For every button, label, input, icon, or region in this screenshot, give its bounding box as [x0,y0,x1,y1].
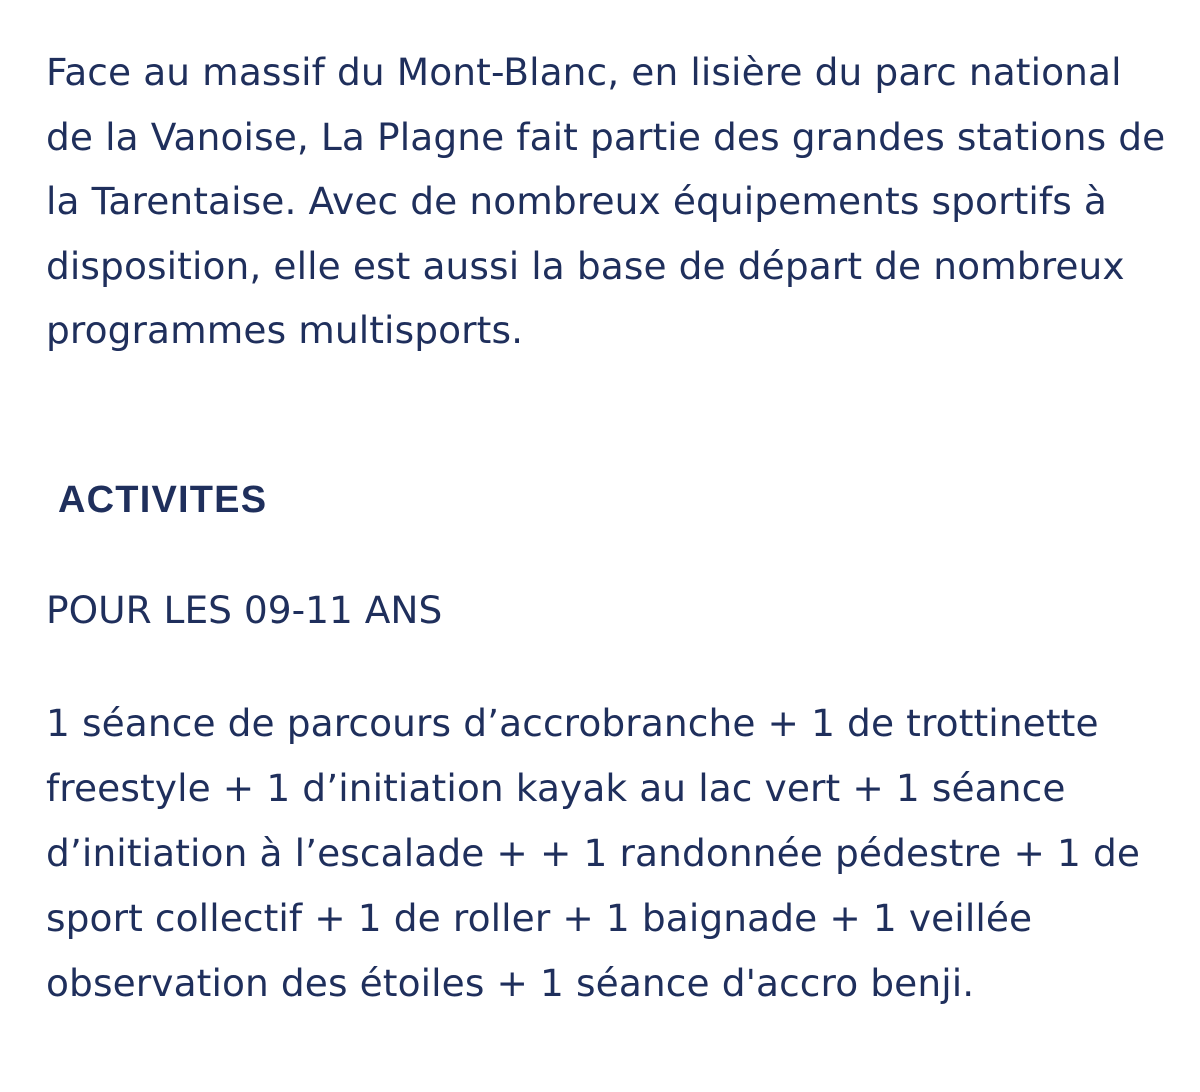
activities-paragraph: 1 séance de parcours d’accrobranche + 1 de trottinette freestyle + 1 d’initiation kayak au lac vert + 1 séance d’initiation à l’escalade + + 1 randonnée pédestre + 1 de sport collectif + 1 de roller + 1 baignade + 1 veillée observation des étoiles + 1 séance d'accro benji. [46,701,1141,1005]
age-group-label: POUR LES 09-11 ANS [46,588,443,632]
activities-heading: ACTIVITES [58,479,268,521]
article-content [46,40,1166,1005]
intro-paragraph: Face au massif du Mont-Blanc, en lisière du parc national de la Vanoise, La Plagne fait partie des grandes stations de la Tarentaise. Avec de nombreux équipements sportifs à disposition, elle est aussi la base de départ de nombreux programmes multisports. [46,50,1166,352]
